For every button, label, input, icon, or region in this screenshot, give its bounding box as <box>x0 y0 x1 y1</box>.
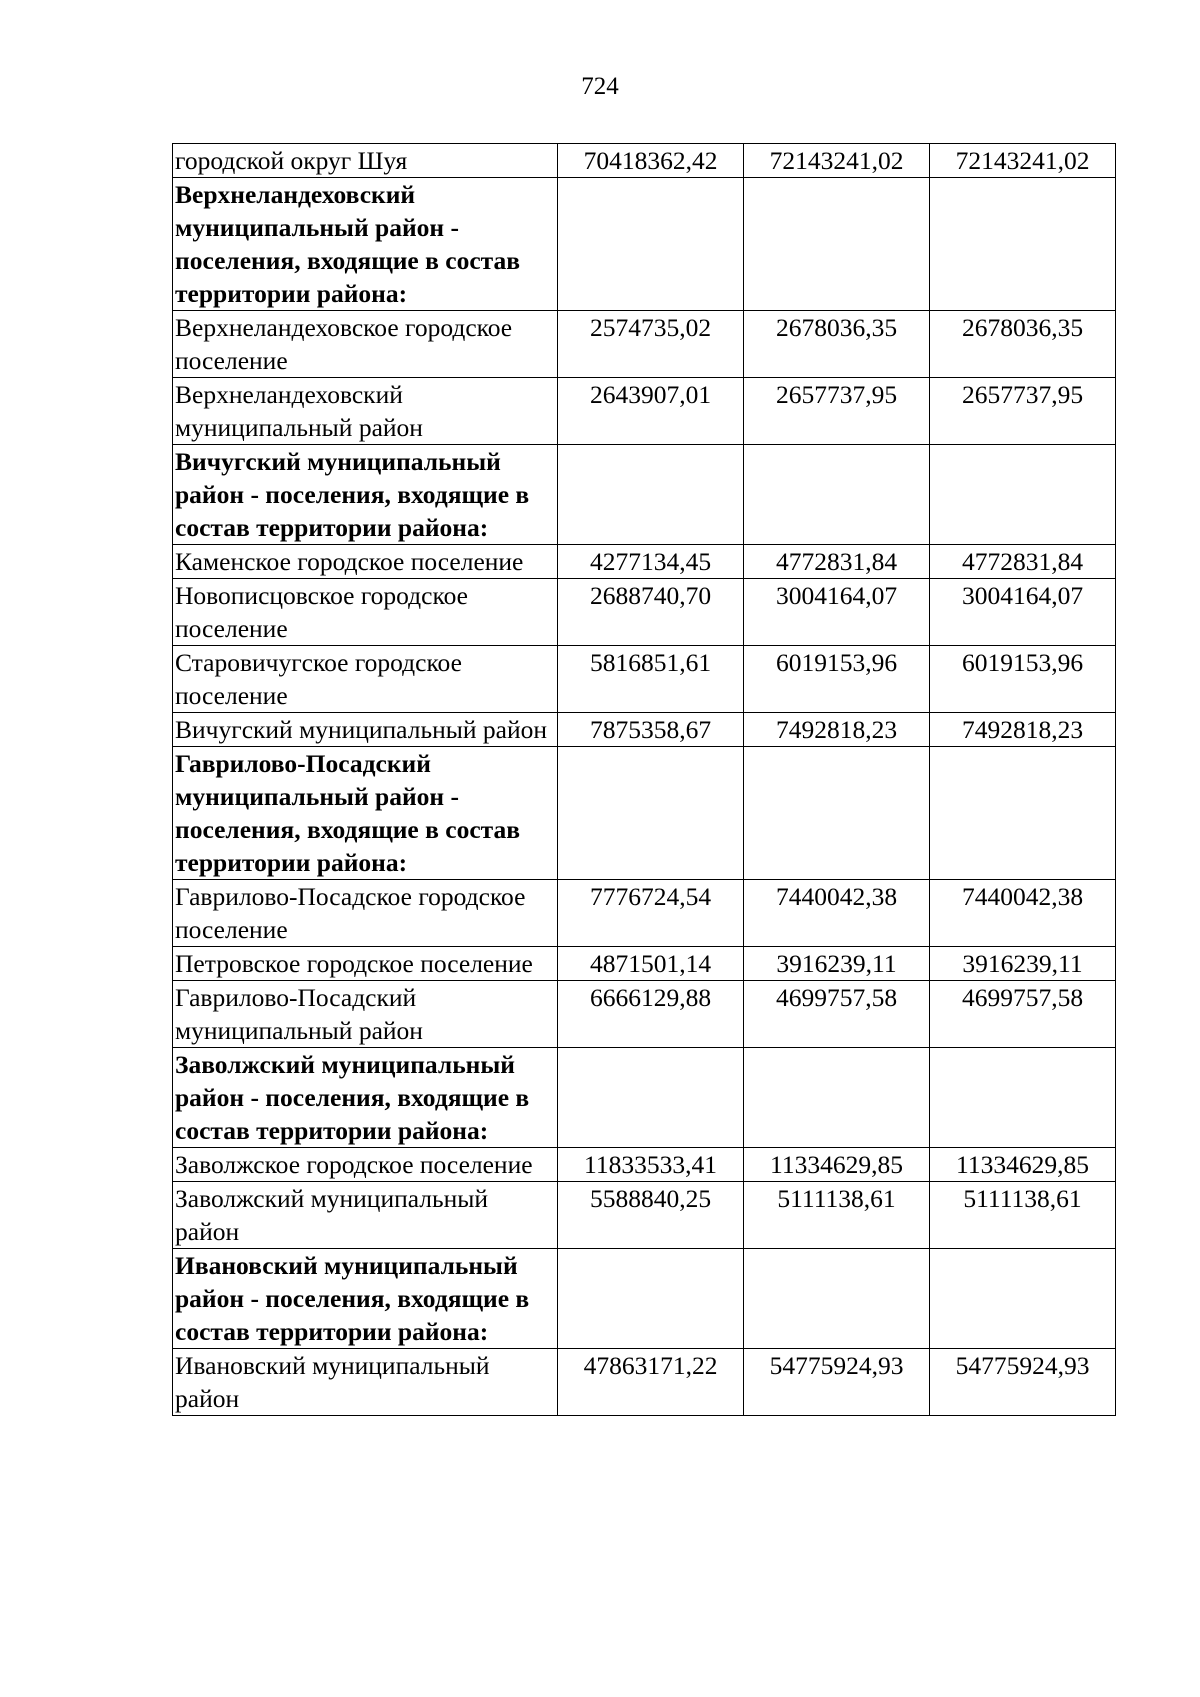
table-row <box>173 1349 1116 1416</box>
table-section-header-row <box>173 1249 1116 1349</box>
amount-cell-1 <box>558 1048 744 1148</box>
territory-name-cell: Каменское городское поселение <box>173 545 558 579</box>
table-row <box>173 713 1116 747</box>
amount-cell-3: 6019153,96 <box>930 646 1116 713</box>
section-title-cell: Верхнеландеховский муниципальный район - поселения, входящие в состав территории района: <box>173 178 558 311</box>
amount-cell-1: 4871501,14 <box>558 947 744 981</box>
amount-cell-2: 2678036,35 <box>744 311 930 378</box>
amount-cell-2 <box>744 747 930 880</box>
amount-cell-1: 70418362,42 <box>558 144 744 178</box>
amount-cell-1: 4277134,45 <box>558 545 744 579</box>
amount-cell-1: 7875358,67 <box>558 713 744 747</box>
territory-name-cell: городской округ Шуя <box>173 144 558 178</box>
section-title-cell: Заволжский муниципальный район - поселения, входящие в состав территории района: <box>173 1048 558 1148</box>
amount-cell-2: 72143241,02 <box>744 144 930 178</box>
territory-name-cell: Верхнеландеховское городское поселение <box>173 311 558 378</box>
amount-cell-2: 11334629,85 <box>744 1148 930 1182</box>
amount-cell-2 <box>744 445 930 545</box>
section-title-cell: Вичугский муниципальный район - поселения, входящие в состав территории района: <box>173 445 558 545</box>
table-row <box>173 311 1116 378</box>
table-row <box>173 579 1116 646</box>
territory-name-cell: Ивановский муниципальный район <box>173 1349 558 1416</box>
amount-cell-2: 5111138,61 <box>744 1182 930 1249</box>
amount-cell-1 <box>558 178 744 311</box>
section-title-cell: Гаврилово-Посадский муниципальный район - поселения, входящие в состав территории района: <box>173 747 558 880</box>
territory-name-cell: Заволжский муниципальный район <box>173 1182 558 1249</box>
territory-name-cell: Старовичугское городское поселение <box>173 646 558 713</box>
amount-cell-2: 4772831,84 <box>744 545 930 579</box>
amount-cell-3 <box>930 178 1116 311</box>
table-row <box>173 981 1116 1048</box>
amount-cell-3 <box>930 1048 1116 1148</box>
amount-cell-3: 11334629,85 <box>930 1148 1116 1182</box>
amount-cell-1: 2643907,01 <box>558 378 744 445</box>
amount-cell-1 <box>558 1249 744 1349</box>
amount-cell-3: 7440042,38 <box>930 880 1116 947</box>
amount-cell-3: 5111138,61 <box>930 1182 1116 1249</box>
amount-cell-3: 2678036,35 <box>930 311 1116 378</box>
territory-name-cell: Вичугский муниципальный район <box>173 713 558 747</box>
amount-cell-1 <box>558 445 744 545</box>
territory-name-cell: Гаврилово-Посадский муниципальный район <box>173 981 558 1048</box>
amount-cell-1: 6666129,88 <box>558 981 744 1048</box>
table-row <box>173 947 1116 981</box>
table-section-header-row <box>173 1048 1116 1148</box>
budget-table <box>172 143 1116 1416</box>
amount-cell-3 <box>930 445 1116 545</box>
territory-name-cell: Петровское городское поселение <box>173 947 558 981</box>
amount-cell-1: 47863171,22 <box>558 1349 744 1416</box>
amount-cell-2: 6019153,96 <box>744 646 930 713</box>
amount-cell-1: 11833533,41 <box>558 1148 744 1182</box>
amount-cell-3: 4772831,84 <box>930 545 1116 579</box>
table-row <box>173 144 1116 178</box>
territory-name-cell: Новописцовское городское поселение <box>173 579 558 646</box>
amount-cell-2 <box>744 1249 930 1349</box>
amount-cell-1: 2574735,02 <box>558 311 744 378</box>
amount-cell-2: 3004164,07 <box>744 579 930 646</box>
amount-cell-3: 3004164,07 <box>930 579 1116 646</box>
amount-cell-2: 2657737,95 <box>744 378 930 445</box>
table-row <box>173 1148 1116 1182</box>
table-row <box>173 880 1116 947</box>
amount-cell-3 <box>930 1249 1116 1349</box>
amount-cell-3: 54775924,93 <box>930 1349 1116 1416</box>
amount-cell-3 <box>930 747 1116 880</box>
amount-cell-1: 7776724,54 <box>558 880 744 947</box>
territory-name-cell: Заволжское городское поселение <box>173 1148 558 1182</box>
amount-cell-3: 7492818,23 <box>930 713 1116 747</box>
amount-cell-1: 2688740,70 <box>558 579 744 646</box>
amount-cell-2: 7492818,23 <box>744 713 930 747</box>
table-section-header-row <box>173 178 1116 311</box>
table-row <box>173 378 1116 445</box>
amount-cell-2: 7440042,38 <box>744 880 930 947</box>
amount-cell-2 <box>744 1048 930 1148</box>
table-row <box>173 646 1116 713</box>
amount-cell-1: 5816851,61 <box>558 646 744 713</box>
page-number: 724 <box>581 73 619 100</box>
amount-cell-2 <box>744 178 930 311</box>
table-body <box>173 144 1116 1416</box>
amount-cell-2: 4699757,58 <box>744 981 930 1048</box>
amount-cell-3: 4699757,58 <box>930 981 1116 1048</box>
amount-cell-1 <box>558 747 744 880</box>
section-title-cell: Ивановский муниципальный район - поселения, входящие в состав территории района: <box>173 1249 558 1349</box>
table-section-header-row <box>173 747 1116 880</box>
amount-cell-1: 5588840,25 <box>558 1182 744 1249</box>
table-row <box>173 545 1116 579</box>
amount-cell-2: 54775924,93 <box>744 1349 930 1416</box>
territory-name-cell: Верхнеландеховский муниципальный район <box>173 378 558 445</box>
amount-cell-3: 72143241,02 <box>930 144 1116 178</box>
amount-cell-3: 3916239,11 <box>930 947 1116 981</box>
amount-cell-2: 3916239,11 <box>744 947 930 981</box>
amount-cell-3: 2657737,95 <box>930 378 1116 445</box>
territory-name-cell: Гаврилово-Посадское городское поселение <box>173 880 558 947</box>
table-section-header-row <box>173 445 1116 545</box>
table-row <box>173 1182 1116 1249</box>
